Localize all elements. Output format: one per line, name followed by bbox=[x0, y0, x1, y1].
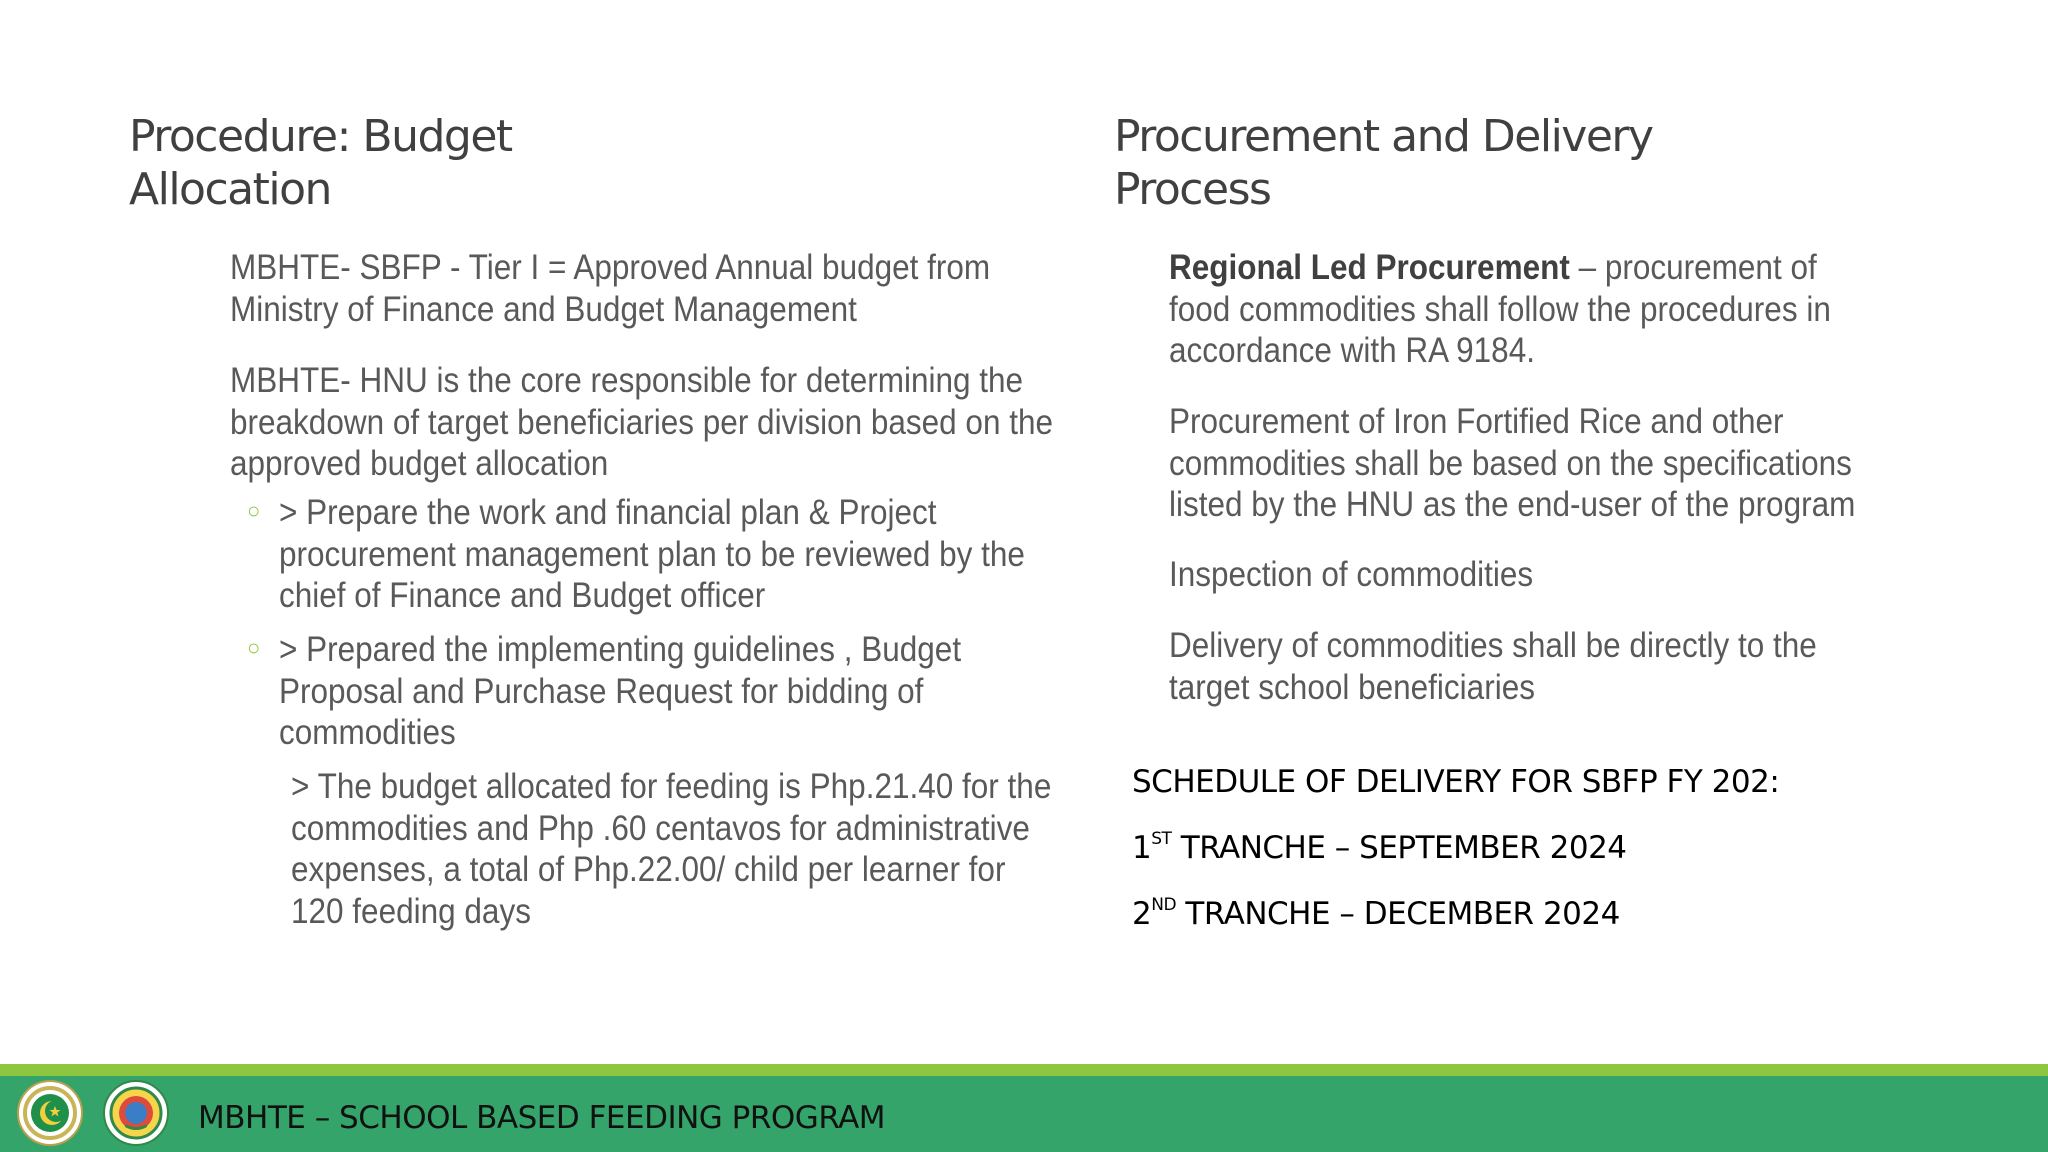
left-budget-allocation: > The budget allocated for feeding is Php.21.40 for the commodities and Php .60 centavos for administrative expenses, a total of Php.22.00/ child per learner for 120 feeding days bbox=[291, 767, 1052, 931]
right-paragraph-inspection: Inspection of commodities bbox=[1169, 555, 1534, 594]
barmm-seal-icon bbox=[103, 1080, 169, 1146]
bullet-icon: ○ bbox=[247, 635, 261, 660]
right-heading bbox=[1114, 110, 1653, 216]
left-bullet-work-plan: > Prepare the work and financial plan & Project procurement management plan to be reviewed by the chief of Finance and Budget officer bbox=[279, 493, 1025, 615]
right-paragraph-iron-rice: Procurement of Iron Fortified Rice and other commodities shall be based on the specifications listed by the HNU as the end-user of the program bbox=[1169, 402, 1856, 524]
footer-stripe bbox=[0, 1064, 2048, 1076]
left-heading-line2: Allocation bbox=[129, 164, 331, 215]
bullet-icon: ○ bbox=[247, 498, 261, 523]
right-heading-line2: Process bbox=[1114, 164, 1271, 215]
schedule-tranche-2: 2ND TRANCHE – DECEMBER 2024 bbox=[1132, 895, 1620, 932]
right-paragraph-delivery: Delivery of commodities shall be directly to the target school beneficiaries bbox=[1169, 626, 1817, 707]
schedule-title: SCHEDULE OF DELIVERY FOR SBFP FY 202: bbox=[1132, 764, 1780, 800]
footer-title: MBHTE – SCHOOL BASED FEEDING PROGRAM bbox=[198, 1100, 886, 1136]
left-paragraph-hnu: MBHTE- HNU is the core responsible for determining the breakdown of target beneficiaries per division based on the approved budget allocation bbox=[230, 361, 1054, 483]
left-paragraph-tier: MBHTE- SBFP - Tier I = Approved Annual budget from Ministry of Finance and Budget Management bbox=[230, 248, 991, 329]
right-heading-line1: Procurement and Delivery bbox=[1114, 111, 1653, 162]
left-bullet-guidelines: > Prepared the implementing guidelines , Budget Proposal and Purchase Request for bidding of commodities bbox=[279, 630, 962, 752]
schedule-tranche-1: 1ST TRANCHE – SEPTEMBER 2024 bbox=[1132, 829, 1627, 866]
right-paragraph-procurement: Regional Led Procurement – procurement of food commodities shall follow the procedures in accordance with RA 9184. bbox=[1169, 248, 1831, 370]
left-heading-line1: Procedure: Budget bbox=[129, 111, 512, 162]
regional-led-procurement-label: Regional Led Procurement bbox=[1169, 248, 1570, 287]
mbhte-seal-icon bbox=[17, 1080, 83, 1146]
left-heading bbox=[129, 110, 512, 216]
